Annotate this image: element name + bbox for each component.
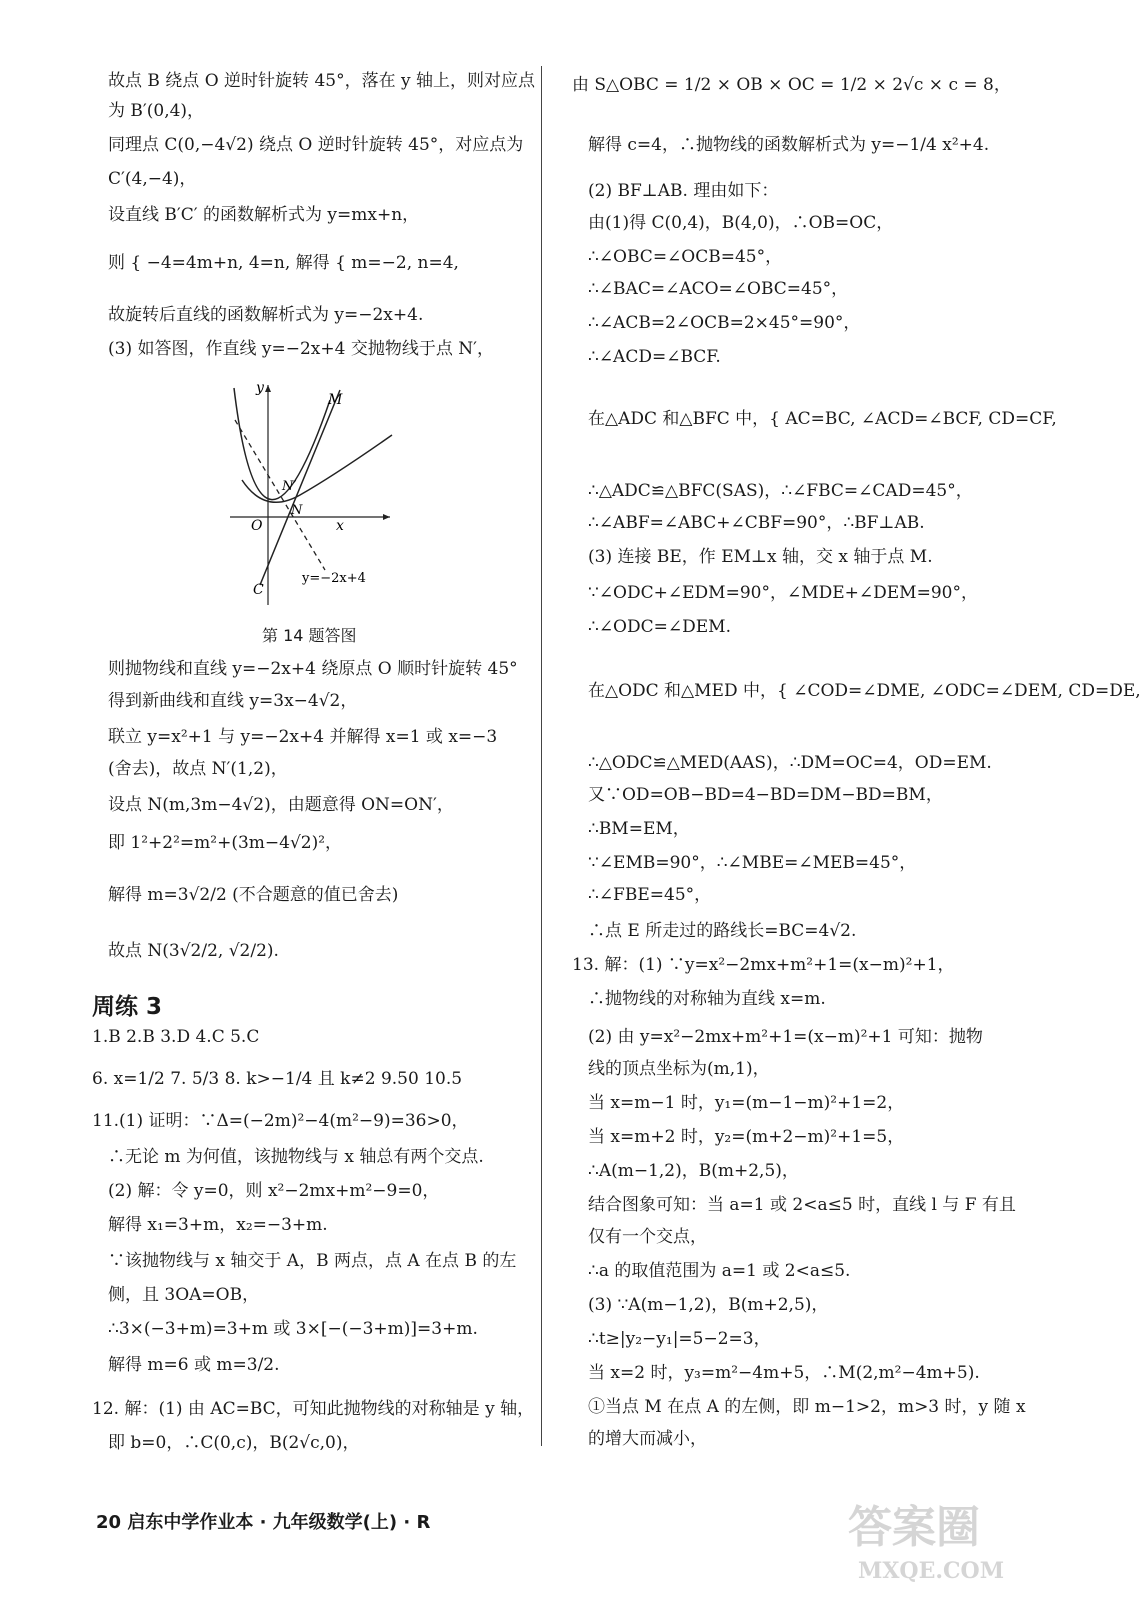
text-line: 结合图象可知：当 a=1 或 2<a≤5 时，直线 l 与 F 有且	[588, 1195, 1016, 1215]
text-line: 1.B 2.B 3.D 4.C 5.C	[92, 1027, 260, 1047]
text-line: 由 S△OBC = 1/2 × OB × OC = 1/2 × 2√c × c = 8，	[572, 75, 1011, 95]
text-line: 解得 c=4，∴抛物线的函数解析式为 y=−1/4 x²+4.	[588, 135, 990, 155]
text-line: 当 x=m+2 时，y₂=(m+2−m)²+1=5，	[588, 1127, 905, 1147]
text-line: ∴t≥|y₂−y₁|=5−2=3，	[588, 1329, 771, 1349]
page-footer: 20 启东中学作业本 · 九年级数学(上) · R	[96, 1512, 431, 1533]
label-x: x	[336, 518, 344, 534]
text-line: 12. 解：(1) 由 AC=BC，可知此抛物线的对称轴是 y 轴，	[92, 1399, 535, 1419]
text-line: ∴∠ABF=∠ABC+∠CBF=90°，∴BF⊥AB.	[588, 513, 925, 533]
text-line: ∴△ODC≌△MED(AAS)，∴DM=OC=4，OD=EM.	[588, 753, 992, 773]
text-line: 在△ODC 和△MED 中，{ ∠COD=∠DME, ∠ODC=∠DEM, CD=DE,	[588, 681, 1141, 701]
text-line: 解得 x₁=3+m，x₂=−3+m.	[108, 1215, 328, 1235]
text-line: 6. x=1/2 7. 5/3 8. k>−1/4 且 k≠2 9.50 10.5	[92, 1069, 463, 1089]
text-line: 联立 y=x²+1 与 y=−2x+4 并解得 x=1 或 x=−3	[108, 727, 498, 747]
text-line: 由(1)得 C(0,4)，B(4,0)，∴OB=OC，	[588, 213, 894, 233]
text-line: ①当点 M 在点 A 的左侧，即 m−1>2，m>3 时，y 随 x	[588, 1397, 1026, 1417]
text-line: 当 x=2 时，y₃=m²−4m+5，∴M(2,m²−4m+5).	[588, 1363, 980, 1383]
text-line: ∴3×(−3+m)=3+m 或 3×[−(−3+m)]=3+m.	[108, 1319, 478, 1339]
text-line: 解得 m=6 或 m=3/2.	[108, 1355, 280, 1375]
text-line: ∴BM=EM，	[588, 819, 690, 839]
text-line: (2) 由 y=x²−2mx+m²+1=(x−m)²+1 可知：抛物	[588, 1027, 983, 1047]
text-line: (2) BF⊥AB. 理由如下：	[588, 181, 779, 201]
label-line: y=−2x+4	[302, 571, 366, 586]
text-line: (2) 解：令 y=0，则 x²−2mx+m²−9=0，	[108, 1181, 440, 1201]
text-line: ∴∠ACB=2∠OCB=2×45°=90°，	[588, 313, 861, 333]
text-line: ∴无论 m 为何值，该抛物线与 x 轴总有两个交点.	[108, 1147, 484, 1167]
svg-text:MXQE.COM: MXQE.COM	[858, 1558, 1005, 1584]
text-line: ∵该抛物线与 x 轴交于 A，B 两点，点 A 在点 B 的左	[108, 1251, 517, 1271]
svg-text:答案圈: 答案圈	[848, 1502, 980, 1553]
text-line: ∴点 E 所走过的路线长=BC=4√2.	[588, 921, 857, 941]
text-line: (舍去)，故点 N′(1,2)，	[108, 759, 288, 779]
watermark-logo	[840, 1490, 1010, 1590]
text-line: 则抛物线和直线 y=−2x+4 绕原点 O 顺时针旋转 45°	[108, 659, 518, 679]
text-line: 侧，且 3OA=OB，	[108, 1285, 260, 1305]
label-n: N	[291, 503, 303, 518]
text-line: ∴∠FBE=45°，	[588, 885, 712, 905]
text-line: 11.(1) 证明：∵Δ=(−2m)²−4(m²−9)=36>0，	[92, 1111, 469, 1131]
text-line: (3) ∵A(m−1,2)，B(m+2,5)，	[588, 1295, 829, 1315]
label-y: y	[256, 380, 264, 396]
text-line: 又∵OD=OB−BD=4−BD=DM−BD=BM，	[588, 785, 943, 805]
text-line: 即 b=0，∴C(0,c)，B(2√c,0)，	[108, 1433, 360, 1453]
section-title: 周练 3	[92, 994, 163, 1020]
label-o: O	[251, 518, 263, 534]
text-line: ∴A(m−1,2)，B(m+2,5)，	[588, 1161, 799, 1181]
figure-caption: 第 14 题答图	[262, 626, 357, 645]
text-line: 即 1²+2²=m²+(3m−4√2)²，	[108, 833, 343, 853]
label-c: C	[253, 582, 264, 598]
text-line: ∴抛物线的对称轴为直线 x=m.	[588, 989, 826, 1009]
rotated-line	[260, 390, 340, 585]
text-line: ∴∠OBC=∠OCB=45°，	[588, 247, 783, 267]
text-line: 同理点 C(0,−4√2) 绕点 O 逆时针旋转 45°，对应点为	[108, 135, 524, 155]
column-divider	[541, 66, 542, 1446]
text-line: ∴a 的取值范围为 a=1 或 2<a≤5.	[588, 1261, 851, 1281]
label-np: N′	[282, 479, 297, 494]
text-line: ∵∠EMB=90°，∴∠MBE=∠MEB=45°，	[588, 853, 917, 873]
text-line: ∴∠ACD=∠BCF.	[588, 347, 721, 367]
text-line: 仅有一个交点，	[588, 1227, 707, 1247]
text-line: 设直线 B′C′ 的函数解析式为 y=mx+n，	[108, 205, 420, 225]
text-line: 得到新曲线和直线 y=3x−4√2，	[108, 691, 358, 711]
text-line: 故点 N(3√2/2, √2/2).	[108, 941, 279, 961]
text-line: 解得 m=3√2/2 (不合题意的值已舍去)	[108, 885, 399, 905]
text-line: 则 { −4=4m+n, 4=n, 解得 { m=−2, n=4,	[108, 253, 459, 273]
text-line: (3) 如答图，作直线 y=−2x+4 交抛物线于点 N′，	[108, 339, 494, 359]
text-line: ∴△ADC≌△BFC(SAS)，∴∠FBC=∠CAD=45°，	[588, 481, 973, 501]
text-line: 在△ADC 和△BFC 中，{ AC=BC, ∠ACD=∠BCF, CD=CF,	[588, 409, 1057, 429]
dashed-line	[235, 420, 325, 570]
text-line: ∵∠ODC+∠EDM=90°，∠MDE+∠DEM=90°，	[588, 583, 978, 603]
text-line: 的增大而减小，	[588, 1429, 707, 1449]
text-line: 当 x=m−1 时，y₁=(m−1−m)²+1=2，	[588, 1093, 905, 1113]
text-line: ∴∠ODC=∠DEM.	[588, 617, 731, 637]
text-line: ∴∠BAC=∠ACO=∠OBC=45°，	[588, 279, 849, 299]
text-line: C′(4,−4)，	[108, 169, 197, 189]
text-line: 故点 B 绕点 O 逆时针旋转 45°，落在 y 轴上，则对应点	[108, 71, 535, 91]
text-line: 线的顶点坐标为(m,1)，	[588, 1059, 770, 1079]
text-line: 为 B′(0,4)，	[108, 101, 205, 121]
label-m: M	[328, 392, 343, 408]
text-line: 13. 解：(1) ∵y=x²−2mx+m²+1=(x−m)²+1，	[572, 955, 955, 975]
text-line: (3) 连接 BE，作 EM⊥x 轴，交 x 轴于点 M.	[588, 547, 933, 567]
text-line: 故旋转后直线的函数解析式为 y=−2x+4.	[108, 305, 424, 325]
parabola-figure	[220, 380, 400, 620]
text-line: 设点 N(m,3m−4√2)，由题意得 ON=ON′，	[108, 795, 454, 815]
